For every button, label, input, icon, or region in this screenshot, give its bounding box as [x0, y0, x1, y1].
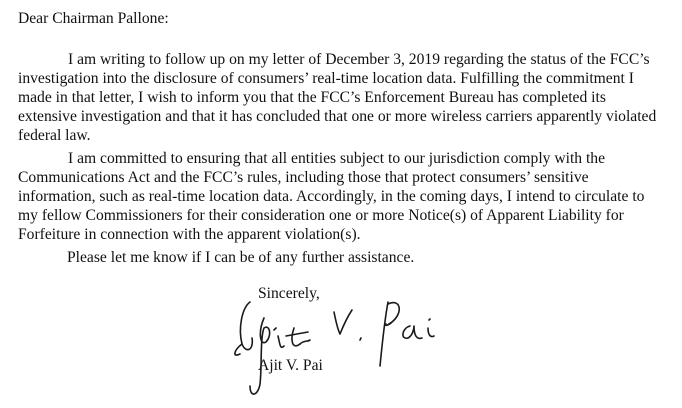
signer-name: Ajit V. Pai — [258, 357, 323, 374]
paragraph-commitment: I am committed to ensuring that all entities subject to our jurisdiction comply with the Communications Act and the FCC’s rules, including those that protect consumers’ sensitive information, such as real-time location data. Accordingly, in the coming days, I intend to circulate to my fellow Commissioners for their consideration one or more Notice(s) of Apparent Liability for Forfeiture in connection with the apparent violation(s). — [18, 150, 645, 243]
handwritten-signature — [228, 288, 458, 406]
paragraph-investigation-status: I am writing to follow up on my letter of December 3, 2019 regarding the status of the FCC’s investigation into the disclosure of consumers’ real-time location data. Fulfilling the commitment I made in that letter, I wish to inform you that the FCC’s Enforcement Bureau has completed its extensive investigation and that it has concluded that one or more wireless carriers apparently violated federal law. — [18, 51, 657, 144]
salutation: Dear Chairman Pallone: — [18, 10, 169, 27]
closing: Sincerely, — [258, 285, 320, 302]
paragraph-assistance: Please let me know if I can be of any further assistance. — [67, 249, 415, 266]
